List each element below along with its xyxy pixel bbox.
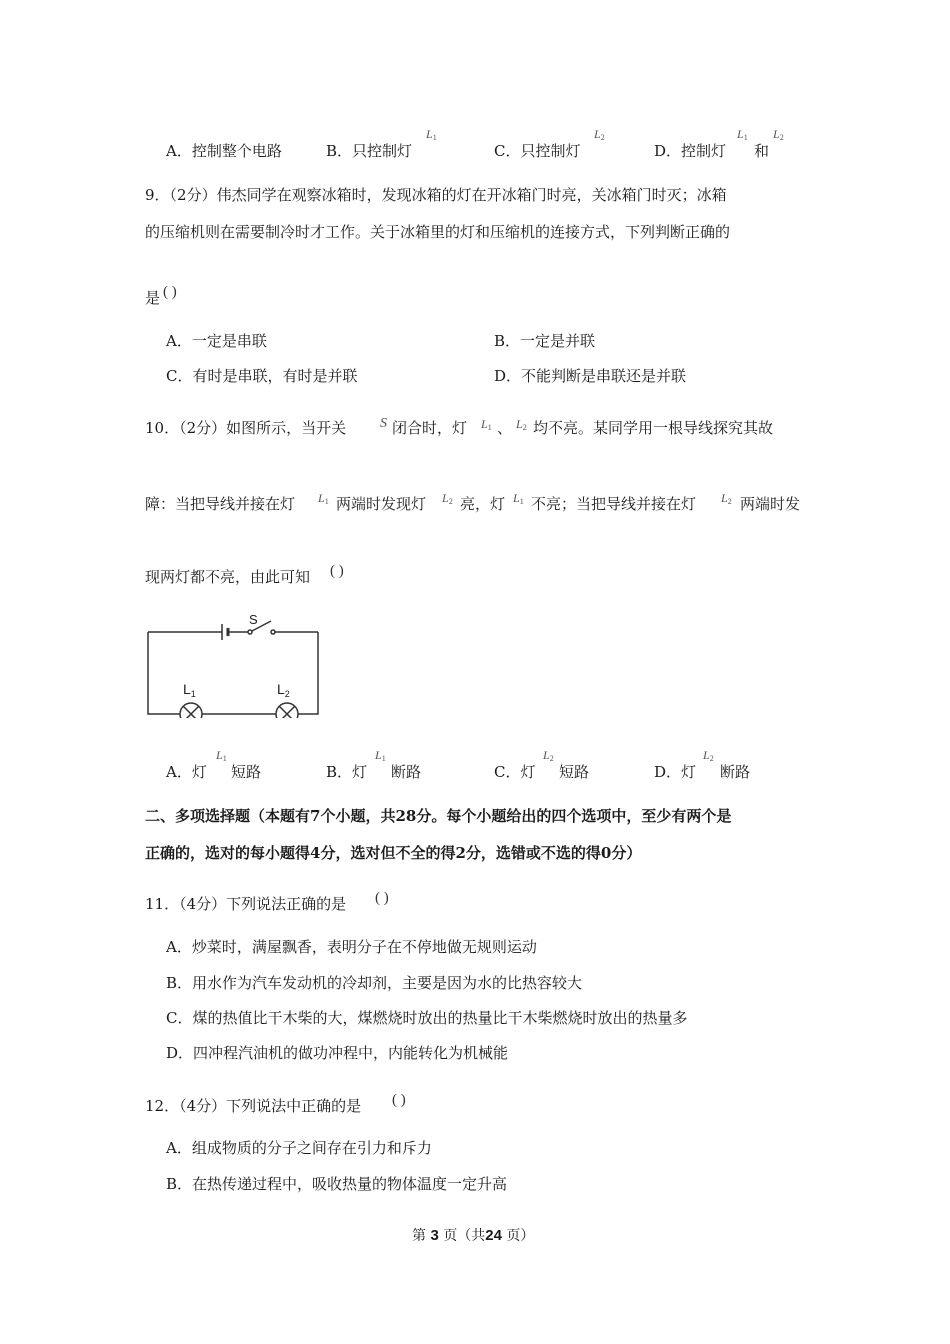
section2-heading-line2: 正确的，选对的每小题得4分，选对但不全的得2分，选错或不选的得0分） — [145, 844, 642, 862]
q10-stem-l2-d: 不亮；当把导线并接在灯 — [531, 495, 697, 513]
footer-total-pages: 24 — [485, 1227, 502, 1244]
q8-option-b: B．只控制灯 — [326, 142, 413, 160]
q8-option-a: A．控制整个电路 — [166, 142, 282, 160]
q10-stem-l2-a: 障：当把导线并接在灯 — [145, 495, 296, 513]
q11-option-a: A．炒菜时，满屋飘香，表明分子在不停地做无规则运动 — [166, 938, 537, 956]
q10-stem-l1-d: 均不亮。某同学用一根导线探究其故 — [533, 419, 774, 437]
q10-stem-l1-lamp1: $L_1$ — [481, 417, 492, 432]
q8-option-d: D．控制灯 — [654, 142, 727, 160]
q8-option-d-var1: $L_1$ — [737, 127, 748, 142]
q9-answer-paren: ( ) — [163, 284, 177, 300]
q11-option-b: B．用水作为汽车发动机的冷却剂，主要是因为水的比热容较大 — [166, 974, 583, 992]
footer-page-number: 3 — [430, 1227, 439, 1244]
q10-stem-l2-lamp4: $L_2$ — [721, 491, 732, 506]
q10-stem-l2-c: 亮，灯 — [460, 495, 506, 513]
section2-heading-line1: 二、多项选择题（本题有7个小题，共28分。每个小题给出的四个选项中，至少有两个是 — [145, 807, 732, 825]
footer-middle: 页（共 — [443, 1228, 486, 1244]
q12-answer-paren: ( ) — [392, 1092, 406, 1108]
q10-stem-l2-lamp2: $L_2$ — [442, 491, 453, 506]
q10-option-c-var: $L_2$ — [543, 748, 554, 763]
q10-stem-l2-lamp1: $L_1$ — [318, 491, 329, 506]
q10-stem-l1-a: 10．（2分）如图所示，当开关 — [145, 419, 347, 437]
q10-option-a: A．灯 — [166, 763, 207, 781]
q10-option-b-var: $L_1$ — [375, 748, 386, 763]
q11-answer-paren: ( ) — [375, 890, 389, 906]
q11-option-c: C．煤的热值比干木柴的大，煤燃烧时放出的热量比干木柴燃烧时放出的热量多 — [166, 1009, 688, 1027]
q9-stem-line3: 是 — [145, 289, 161, 307]
q8-option-d-and: 和 — [754, 142, 770, 160]
q10-option-b: B．灯 — [326, 763, 368, 781]
q10-option-a-var: $L_1$ — [216, 748, 227, 763]
switch-label: S — [249, 612, 258, 627]
q10-option-b-tail: 断路 — [391, 763, 422, 781]
q10-stem-l1-switch: S — [380, 416, 387, 431]
q10-option-d-var: $L_2$ — [703, 748, 714, 763]
q10-stem-l2-e: 两端时发 — [740, 495, 801, 513]
q10-stem-l1-lamp2: $L_2$ — [516, 417, 527, 432]
q8-option-d-var2: $L_2$ — [773, 127, 784, 142]
q9-option-a: A．一定是串联 — [166, 332, 267, 350]
q8-option-b-var: $L_1$ — [426, 127, 437, 142]
footer-suffix: 页） — [506, 1228, 535, 1244]
q8-option-c: C．只控制灯 — [494, 142, 581, 160]
q10-stem-l2-lamp3: $L_1$ — [513, 491, 524, 506]
q10-option-d: D．灯 — [654, 763, 697, 781]
lamp1-label: $L_1$ — [183, 681, 196, 699]
q9-stem-line1: 9．（2分）伟杰同学在观察冰箱时，发现冰箱的灯在开冰箱门时亮，关冰箱门时灭；冰箱 — [145, 186, 727, 204]
q10-option-c-tail: 短路 — [559, 763, 590, 781]
q11-stem: 11．（4分）下列说法正确的是 — [145, 895, 347, 913]
page-footer — [412, 1226, 534, 1246]
q9-option-d: D．不能判断是串联还是并联 — [494, 367, 687, 385]
q10-stem-l3: 现两灯都不亮，由此可知 — [145, 568, 311, 586]
q9-option-c: C．有时是串联，有时是并联 — [166, 367, 358, 385]
q10-option-a-tail: 短路 — [231, 763, 262, 781]
q10-stem-l1-c: 、 — [497, 419, 513, 437]
circuit-diagram — [140, 608, 330, 718]
q8-option-c-var: $L_2$ — [594, 127, 605, 142]
q10-option-c: C．灯 — [494, 763, 536, 781]
q10-stem-l2-b: 两端时发现灯 — [336, 495, 427, 513]
q9-stem-line2: 的压缩机则在需要制冷时才工作。关于冰箱里的灯和压缩机的连接方式，下列判断正确的 — [145, 223, 731, 241]
q11-option-d: D．四冲程汽油机的做功冲程中，内能转化为机械能 — [166, 1044, 509, 1062]
q12-option-a: A．组成物质的分子之间存在引力和斥力 — [166, 1139, 432, 1157]
q12-option-b: B．在热传递过程中，吸收热量的物体温度一定升高 — [166, 1175, 508, 1193]
footer-prefix: 第 — [412, 1228, 426, 1244]
lamp2-label: $L_2$ — [277, 681, 290, 699]
q10-option-d-tail: 断路 — [720, 763, 751, 781]
q12-stem: 12．（4分）下列说法中正确的是 — [145, 1097, 362, 1115]
q9-option-b: B．一定是并联 — [494, 332, 596, 350]
q10-answer-paren: ( ) — [330, 563, 344, 579]
q10-stem-l1-b: 闭合时，灯 — [392, 419, 468, 437]
